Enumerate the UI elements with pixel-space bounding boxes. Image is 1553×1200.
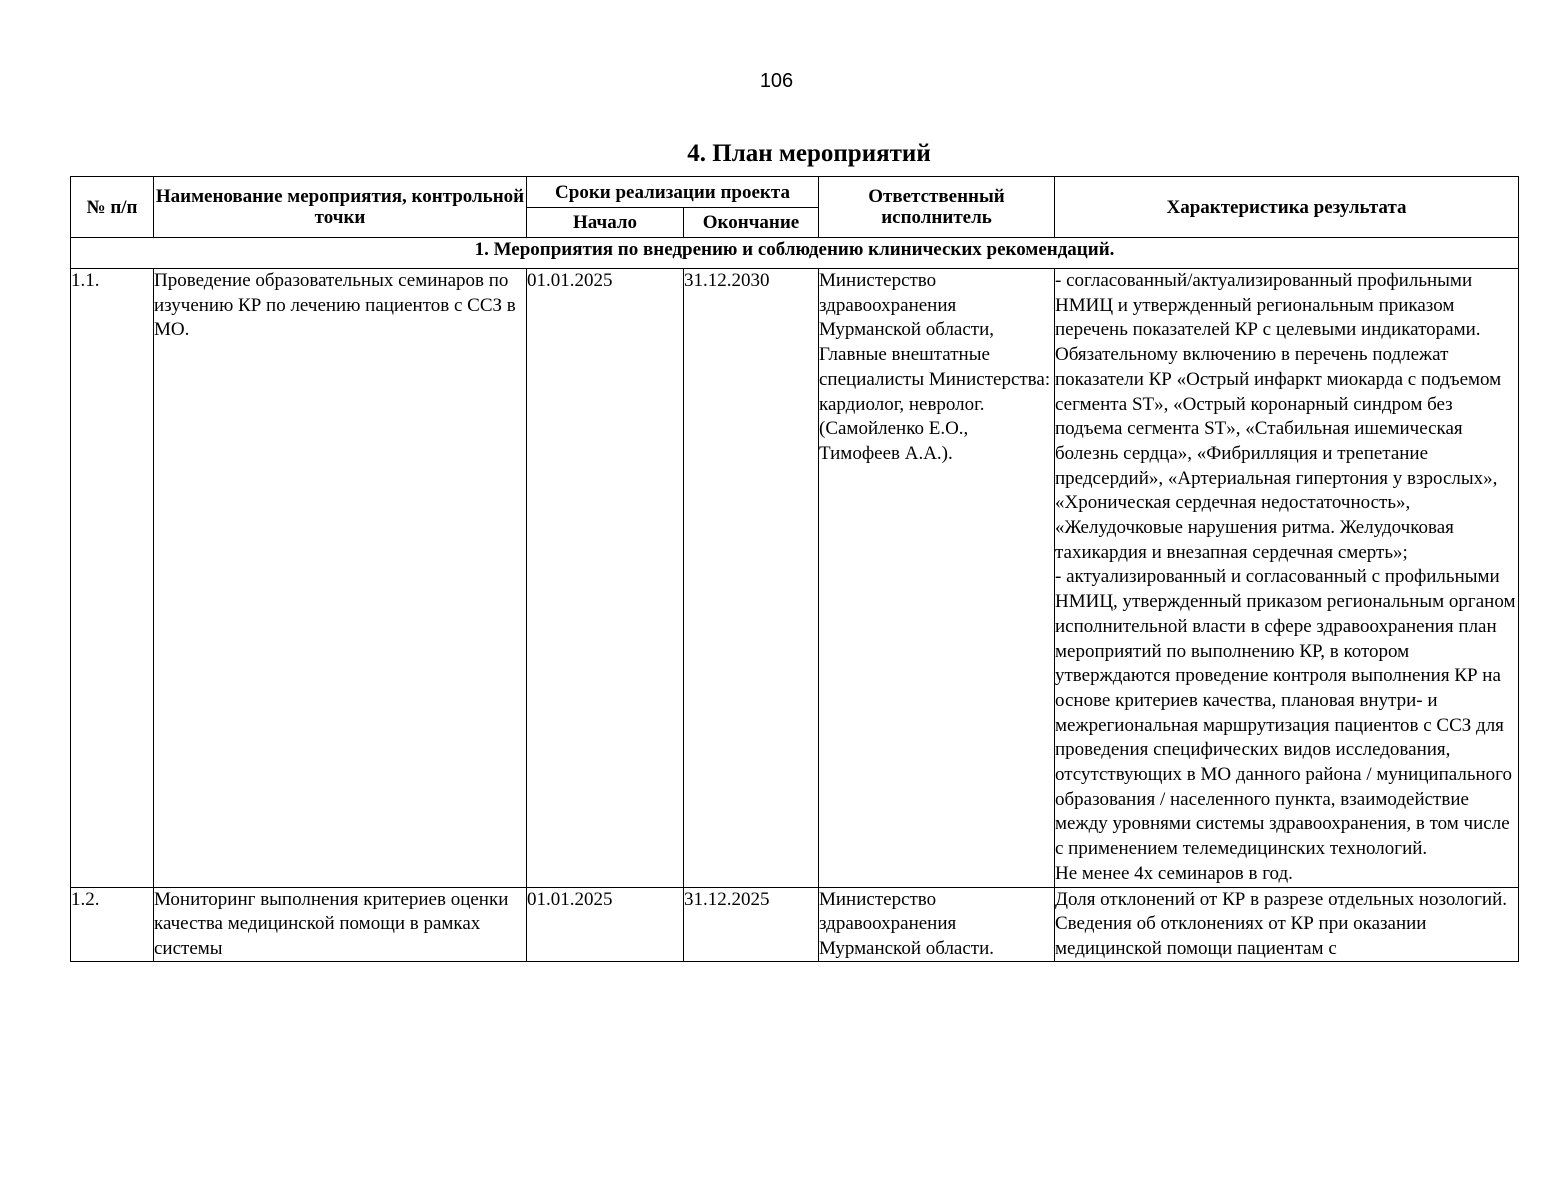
row-start-date: 01.01.2025 bbox=[527, 888, 613, 910]
section-title: 1. Мероприятия по внедрению и соблюдению клинических рекомендаций. bbox=[71, 238, 1519, 269]
header-responsible: Ответственный исполнитель bbox=[819, 177, 1055, 238]
row-name: Мониторинг выполнения критериев оценки качества медицинской помощи в рамках системы bbox=[154, 888, 509, 959]
header-terms: Сроки реализации проекта bbox=[527, 177, 819, 208]
page-number: 106 bbox=[759, 70, 794, 92]
section-row bbox=[71, 238, 1519, 269]
row-end-date: 31.12.2030 bbox=[684, 269, 819, 888]
header-start: Начало bbox=[527, 208, 684, 238]
row-responsible: Министерство здравоохранения Мурманской области, Главные внештатные специалисты Министерства: кардиолог, невролог. (Самойленко Е.О., Тимофеев А.А.). bbox=[819, 269, 1055, 888]
row-end-date: 31.12.2025 bbox=[684, 888, 770, 910]
result-paragraph: Не менее 4х семинаров в год. bbox=[1055, 862, 1293, 884]
action-plan-table bbox=[70, 176, 1519, 962]
header-num: № п/п bbox=[71, 177, 154, 238]
row-responsible: Министерство здравоохранения Мурманской области. bbox=[819, 888, 995, 959]
row-result: Доля отклонений от КР в разрезе отдельных нозологий. Сведения об отклонениях от КР при оказании медицинской помощи пациентам с bbox=[1055, 888, 1508, 959]
header-result: Характеристика результата bbox=[1055, 177, 1519, 238]
header-name: Наименование мероприятия, контрольной точки bbox=[154, 177, 527, 238]
result-paragraph: - согласованный/актуализированный профильными НМИЦ и утвержденный региональным приказом перечень показателей КР с целевыми индикаторами. Обязательному включению в перечень подлежат показатели КР «Острый инфаркт миокарда с подъемом сегмента ST», «Острый коронарный синдром без подъема сегмента ST», «Стабильная ишемическая болезнь сердца», «Фибрилляция и трепетание предсердий», «Артериальная гипертония у взрослых», «Хроническая сердечная недостаточность», «Желудочковые нарушения ритма. Желудочковая тахикардия и внезапная сердечная смерть»; bbox=[1055, 270, 1502, 563]
header-row bbox=[71, 177, 1519, 208]
document-title: 4. План мероприятий bbox=[687, 140, 931, 167]
table-row bbox=[71, 269, 1519, 888]
row-number: 1.1. bbox=[71, 269, 154, 888]
row-result bbox=[1055, 269, 1519, 888]
row-name: Проведение образовательных семинаров по изучению КР по лечению пациентов с ССЗ в МО. bbox=[154, 269, 527, 888]
result-paragraph: - актуализированный и согласованный с профильными НМИЦ, утвержденный приказом региональным органом исполнительной власти в сфере здравоохранения план мероприятий по выполнению КР, в котором утверждаются проведение контроля выполнения КР на основе критериев качества, плановая внутри- и межрегиональная маршрутизация пациентов с ССЗ для проведения специфических видов исследования, отсутствующих в МО данного района / муниципального образования / населенного пункта, взаимодействие между уровнями системы здравоохранения, в том числе с применением телемедицинских технологий. bbox=[1055, 566, 1516, 860]
table-row bbox=[71, 887, 1519, 961]
row-number: 1.2. bbox=[71, 888, 100, 910]
header-end: Окончание bbox=[684, 208, 819, 238]
row-start-date: 01.01.2025 bbox=[527, 269, 684, 888]
